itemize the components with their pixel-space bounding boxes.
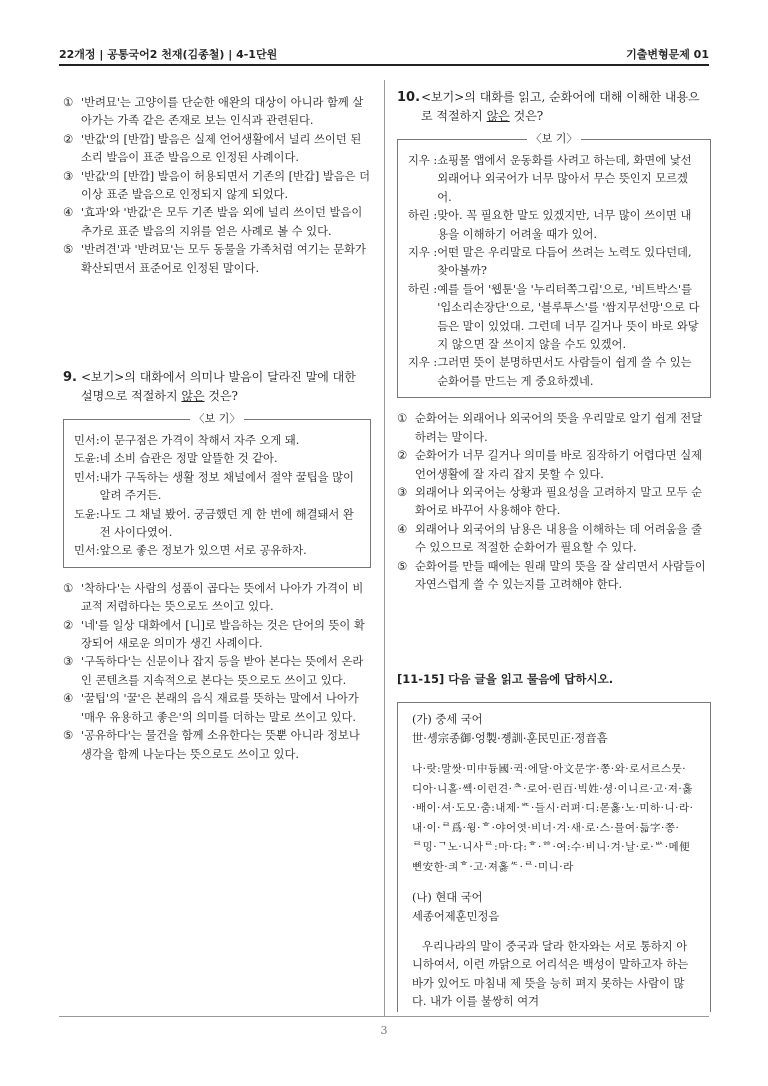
option-number: ④	[63, 692, 74, 706]
question-9	[63, 368, 371, 764]
q9-option-2[interactable]	[63, 617, 371, 654]
option-number: ②	[63, 618, 74, 632]
dialogue-line	[408, 152, 700, 207]
q9-option-1[interactable]	[63, 580, 371, 617]
option-number: ①	[63, 96, 74, 109]
option-number: ⑤	[63, 243, 74, 257]
utterance: 쇼핑몰 앱에서 운동화를 사려고 하는데, 화면에 낯선 외래어나 외국어가 너무 많아서 무슨 뜻인지 모르겠어.	[437, 154, 692, 204]
q9-prompt	[63, 368, 371, 406]
bogi-title: 〈보 기〉	[527, 132, 582, 145]
dialogue-line	[408, 207, 700, 244]
option-text: 외래어나 외국어는 상황과 필요성을 고려하지 말고 모두 순화어로 바꾸어 사용해야 한다.	[415, 485, 703, 518]
speaker: 도윤:	[74, 507, 100, 521]
bogi-title: 〈보 기〉	[190, 412, 245, 425]
dialogue-line	[74, 450, 360, 468]
q10-option-5[interactable]	[397, 558, 711, 595]
passage-na-title: 세종어제훈민정음	[412, 909, 500, 923]
passage-ga-label: (가) 중세 국어	[412, 713, 483, 727]
option-text: '반려견'과 '반려묘'는 모두 동물을 가족처럼 여기는 문화가 확산되면서 표준어로 인정된 말이다.	[81, 243, 366, 275]
header-rule	[59, 64, 709, 66]
q8-option-1[interactable]	[63, 94, 371, 131]
passage-section-11-15	[397, 670, 711, 1012]
speaker: 하린 :	[408, 209, 438, 223]
section-heading: [11-15] 다음 글을 읽고 물음에 답하시오.	[397, 672, 614, 686]
header-doc-title: 기출변형문제 01	[626, 48, 709, 61]
passage-box	[397, 702, 711, 1011]
q10-option-3[interactable]	[397, 484, 711, 521]
option-text: '반려묘'는 고양이를 단순한 애완의 대상이 아니라 함께 살아가는 가족 같은 존재로 보는 인식과 관련된다.	[81, 96, 364, 128]
q10-text-part: <보기>의 대화를 읽고, 순화어에 대해 이해한 내용으로 적절하지	[421, 90, 700, 123]
option-text: 순화어는 외래어나 외국어의 뜻을 우리말로 알기 쉽게 전달하려는 말이다.	[415, 412, 703, 444]
utterance: 맞아. 꼭 필요한 말도 있겠지만, 너무 많이 쓰이면 내용을 이해하기 어려울 때가 있어.	[437, 209, 692, 241]
option-text: '네'를 일상 대화에서 [니]로 발음하는 것은 단어의 뜻이 확장되어 새로운 의미가 생긴 사례이다.	[81, 618, 365, 651]
q10-text-underlined: 않은	[486, 109, 510, 123]
q9-option-3[interactable]	[63, 653, 371, 690]
q10-option-4[interactable]	[397, 521, 711, 558]
q9-options	[63, 580, 371, 764]
utterance: 이 문구점은 가격이 착해서 자주 오게 돼.	[99, 434, 300, 447]
q10-prompt	[397, 88, 711, 126]
passage-ga-text: 나·랏:말쌋·미中듕國·귁·에달·아文문字·쫑·와·로서르스뭇·디아·니홀·쎅·이런견·ᄎ·로어·린百·빅姓·셩·이니르·고·져·홇·배이·셔·도모·춤:내제·ᄠ·들시·러펴·디:몯홇·노·미하·니·라·내·이·ᄅ爲·윙·ᄒ·야어엿·비너·겨·새·로·스·믈여·듧字·쫑·ᄅ밍·ᄀ노·니사ᄅ:마·다:ᄒ·ᅘ·여:수·비니·겨·날·로·ᄡ·메便뼌安한·킈ᄒ·고·져홇ᄯ·ᄅ·미니·라	[412, 763, 694, 873]
q10-number: 10.	[397, 90, 421, 105]
q10-options	[397, 410, 711, 594]
q9-text-part: <보기>의 대화에서 의미나 발음이 달라진 말에 대한 설명으로 적절하지	[81, 370, 356, 403]
option-number: ③	[63, 169, 74, 183]
passage-na-label: (나) 현대 국어	[412, 891, 483, 905]
option-number: ③	[63, 655, 74, 669]
utterance: 내가 구독하는 생활 정보 채널에서 절약 꿀팁을 많이 알려 주거든.	[99, 470, 354, 503]
utterance: 앞으로 좋은 정보가 있으면 서로 공유하자.	[99, 544, 307, 558]
q9-option-4[interactable]	[63, 690, 371, 727]
q10-text	[421, 88, 711, 126]
option-text: 순화어가 너무 길거나 의미를 바로 짐작하기 어렵다면 실제 언어생활에 잘 자리 잡지 못할 수 있다.	[415, 449, 703, 481]
column-divider	[384, 80, 385, 1016]
option-number: ③	[397, 485, 408, 499]
page-header	[59, 40, 709, 66]
page-number: 3	[380, 1024, 388, 1037]
q10-bogi-box	[397, 132, 711, 398]
dialogue-line	[74, 469, 360, 506]
q8-option-4[interactable]	[63, 204, 371, 241]
utterance: 나도 그 채널 봤어. 궁금했던 게 한 번에 해결돼서 완전 사이다였어.	[99, 507, 354, 540]
option-number: ②	[63, 132, 74, 146]
utterance: 어떤 말은 우리말로 다듬어 쓰려는 노력도 있다던데, 찾아볼까?	[437, 246, 692, 278]
option-text: '효과'와 '반값'은 모두 기존 발음 외에 널리 쓰이던 발음이 추가로 표준 발음의 지위를 얻은 사례로 볼 수 있다.	[81, 206, 363, 238]
dialogue-line	[408, 281, 700, 355]
q8-option-2[interactable]	[63, 131, 371, 168]
q8-option-5[interactable]	[63, 241, 371, 278]
speaker: 하린 :	[408, 282, 438, 296]
option-text: '구독하다'는 신문이나 잡지 등을 받아 본다는 뜻에서 온라인 콘텐츠를 지속적으로 본다는 뜻으로도 쓰이고 있다.	[81, 655, 364, 687]
option-text: '반값'의 [반깝] 발음은 실제 언어생활에서 널리 쓰이던 된소리 발음이 표준 발음으로 인정된 사례이다.	[81, 132, 362, 165]
option-number: ④	[397, 522, 408, 536]
dialogue-line	[74, 506, 360, 543]
dialogue-line	[74, 432, 360, 450]
speaker: 민서:	[74, 470, 100, 484]
option-number: ①	[63, 581, 74, 595]
q10-option-1[interactable]	[397, 410, 711, 447]
option-text: '착하다'는 사람의 성품이 곱다는 뜻에서 나아가 가격이 비교적 저렴하다는 뜻으로도 쓰이고 있다.	[81, 581, 364, 614]
speaker: 민서:	[74, 434, 100, 447]
dialogue-line	[408, 244, 700, 281]
q8-options-block	[63, 94, 371, 278]
option-text: 순화어를 만들 때에는 원래 말의 뜻을 잘 살리면서 사람들이 자연스럽게 쓸 수 있는지를 고려해야 한다.	[415, 559, 706, 591]
speaker: 민서:	[74, 544, 100, 558]
q9-number: 9.	[63, 370, 77, 385]
speaker: 지우 :	[408, 154, 438, 167]
speaker: 지우 :	[408, 246, 438, 260]
q8-option-3[interactable]	[63, 168, 371, 205]
option-text: '반값'의 [반깝] 발음이 허용되면서 기존의 [반갑] 발음은 더 이상 표준 발음으로 인정되지 않게 되었다.	[81, 169, 371, 202]
q10-option-2[interactable]	[397, 447, 711, 484]
passage-na-text: 우리나라의 말이 중국과 달라 한자와는 서로 통하지 아니하여서, 이런 까닭으로 어리석은 백성이 말하고자 하는 바가 있어도 마침내 제 뜻을 능히 펴지 못하는 사람이 많다. 내가 이를 불쌍히 여겨	[412, 940, 689, 1009]
option-number: ⑤	[63, 729, 74, 743]
option-number: ⑤	[397, 559, 408, 573]
q9-text	[81, 368, 371, 406]
q10-text-part: 것은?	[509, 109, 544, 123]
utterance: 예를 들어 '웹툰'을 '누리터쪽그림'으로, '비트박스'를 '입소리손장단'으로, '블루투스'를 '쌈지무선망'으로 다듬은 말이 있었대. 그런데 너무 길거나 뜻이 바로 와닿지 않으면 잘 쓰이지 않을 수도 있겠어.	[437, 282, 700, 352]
dialogue-line	[74, 542, 360, 560]
dialogue-line	[408, 354, 700, 391]
option-number: ①	[397, 412, 408, 426]
option-text: '공유하다'는 물건을 함께 소유한다는 뜻뿐 아니라 정보나 생각을 함께 나눈다는 뜻으로도 쓰이고 있다.	[81, 729, 360, 761]
q9-option-5[interactable]	[63, 727, 371, 764]
utterance: 네 소비 습관은 정말 알뜰한 것 같아.	[99, 452, 278, 466]
q8-options	[63, 94, 371, 278]
q9-text-part: 것은?	[204, 389, 238, 403]
option-number: ②	[397, 449, 408, 463]
header-course-info: 22개정 | 공통국어2 천재(김종철) | 4-1단원	[59, 48, 278, 61]
option-text: '꿀팁'의 '꿀'은 본래의 음식 재료를 뜻하는 말에서 나아가 '매우 유용하고 좋은'의 의미를 더하는 말로 쓰이고 있다.	[81, 692, 359, 724]
passage-ga-title: 世·솅宗종御·엉製·졩訓·훈民민正·졍音흠	[412, 731, 608, 745]
utterance: 그러면 뜻이 분명하면서도 사람들이 쉽게 쓸 수 있는 순화어를 만드는 게 중요하겠네.	[437, 356, 692, 388]
option-text: 외래어나 외국어의 남용은 내용을 이해하는 데 어려움을 줄 수 있으므로 적절한 순화어가 필요할 수 있다.	[415, 522, 703, 555]
question-10	[397, 88, 711, 594]
option-number: ④	[63, 206, 74, 220]
q9-bogi-box	[63, 412, 371, 568]
footer-rule	[59, 1016, 709, 1017]
q9-text-underlined: 않은	[181, 389, 205, 403]
speaker: 도윤:	[74, 452, 100, 466]
speaker: 지우 :	[408, 356, 438, 370]
